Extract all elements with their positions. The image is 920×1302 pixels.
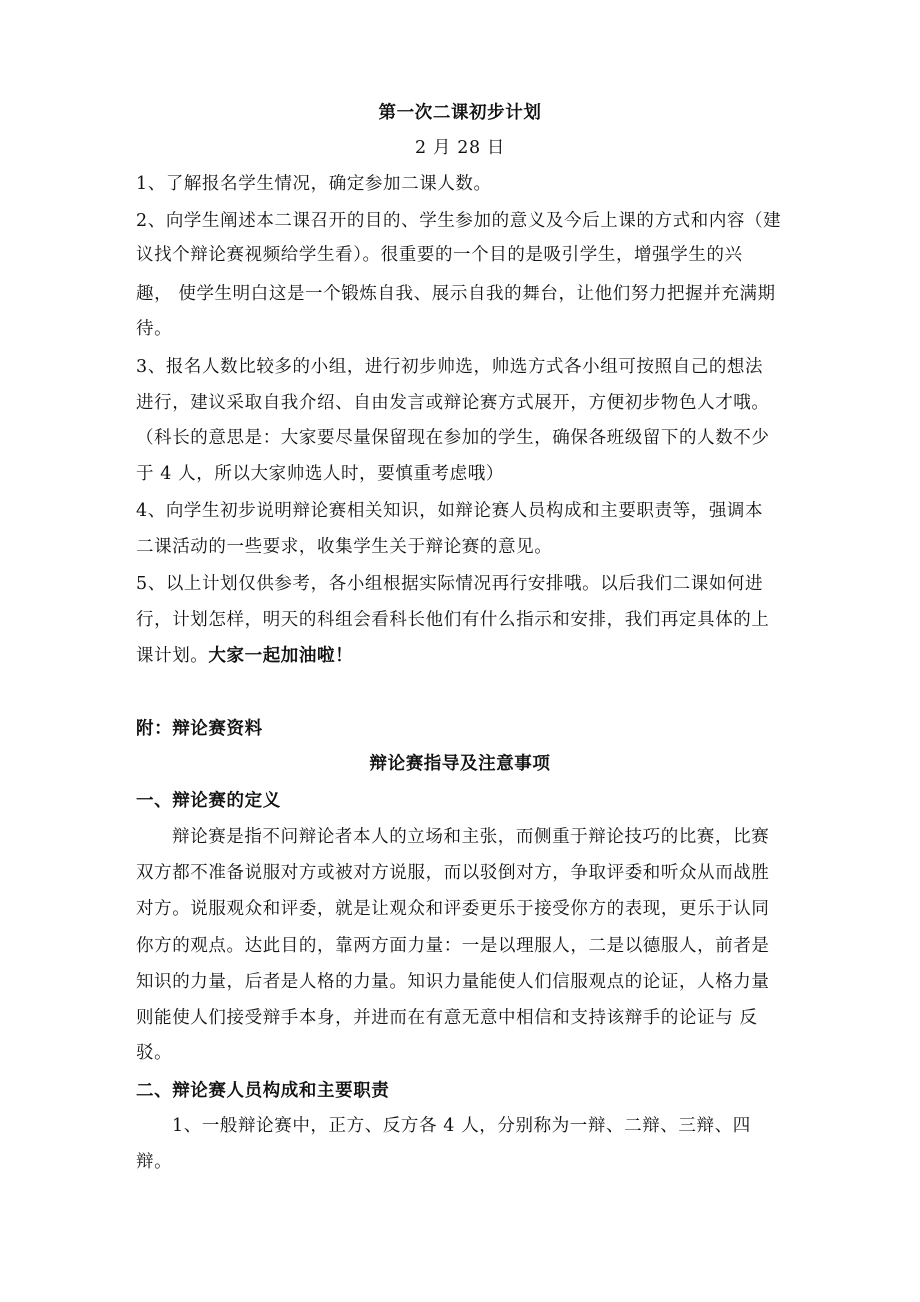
roles-line: 1、一般辩论赛中，正方、反方各 4 人，分别称为一辩、二辩、三辩、四 [172, 1116, 751, 1136]
definition-line: 对方。说服观众和评委，就是让观众和评委更乐于接受你方的表现，更乐于认同 [136, 899, 770, 919]
plan-line: 进行，建议采取自我介绍、自由发言或辩论赛方式展开，方便初步物色人才哦。 [136, 393, 770, 413]
definition-line: 知识的力量，后者是人格的力量。知识力量能使人们信服观点的论证，人格力量 [136, 972, 770, 992]
document-title: 第一次二课初步计划 [378, 103, 542, 123]
plan-line: 1、了解报名学生情况，确定参加二课人数。 [136, 174, 492, 194]
appendix-label: 附：辩论赛资料 [136, 719, 263, 739]
plan-line-final [136, 645, 353, 667]
plan-line: 5、以上计划仅供参考，各小组根据实际情况再行安排哦。以后我们二课如何进 [136, 574, 764, 594]
definition-line: 辩论赛是指不问辩论者本人的立场和主张，而侧重于辩论技巧的比赛，比赛 [172, 827, 770, 847]
plan-line: 议找个辩论赛视频给学生看）。很重要的一个目的是吸引学生，增强学生的兴 [136, 245, 743, 265]
plan-line: 3、报名人数比较多的小组，进行初步帅选，帅选方式各小组可按照自己的想法 [136, 357, 764, 377]
plan-line: 行，计划怎样，明天的科组会看科长他们有什么指示和安排，我们再定具体的上 [136, 610, 770, 630]
plan-line: 趣， 使学生明白这是一个锻炼自我、展示自我的舞台，让他们努力把握并充满期 [136, 284, 776, 304]
plan-line: 二课活动的一些要求，收集学生关于辩论赛的意见。 [136, 537, 553, 557]
guide-title: 辩论赛指导及注意事项 [369, 754, 551, 774]
plan-line: 2、向学生阐述本二课召开的目的、学生参加的意义及今后上课的方式和内容（建 [136, 211, 782, 231]
definition-line: 则能使人们接受辩手本身，并进而在有意无意中相信和支持该辩手的论证与 反 [136, 1008, 758, 1028]
document-date: 2 月 28 日 [415, 138, 505, 158]
roles-line: 辩。 [136, 1152, 173, 1172]
plan-line: 待。 [136, 319, 173, 339]
encouragement-text: 大家一起加油啦！ [208, 646, 354, 666]
plan-line-final-text: 课计划。 [136, 646, 209, 666]
definition-line: 双方都不准备说服对方或被对方说服，而以驳倒对方，争取评委和听众从而战胜 [136, 863, 770, 883]
definition-line: 你方的观点。达此目的，靠两方面力量：一是以理服人，二是以德服人，前者是 [136, 936, 770, 956]
plan-line: 于 4 人，所以大家帅选人时，要慎重考虑哦） [136, 464, 504, 484]
section-heading-roles: 二、辩论赛人员构成和主要职责 [136, 1081, 390, 1101]
plan-line: （科长的意思是：大家要尽量保留现在参加的学生，确保各班级留下的人数不少 [136, 428, 770, 448]
section-heading-definition: 一、辩论赛的定义 [136, 791, 281, 811]
definition-line: 驳。 [136, 1043, 173, 1063]
plan-line: 4、向学生初步说明辩论赛相关知识，如辩论赛人员构成和主要职责等，强调本 [136, 501, 764, 521]
